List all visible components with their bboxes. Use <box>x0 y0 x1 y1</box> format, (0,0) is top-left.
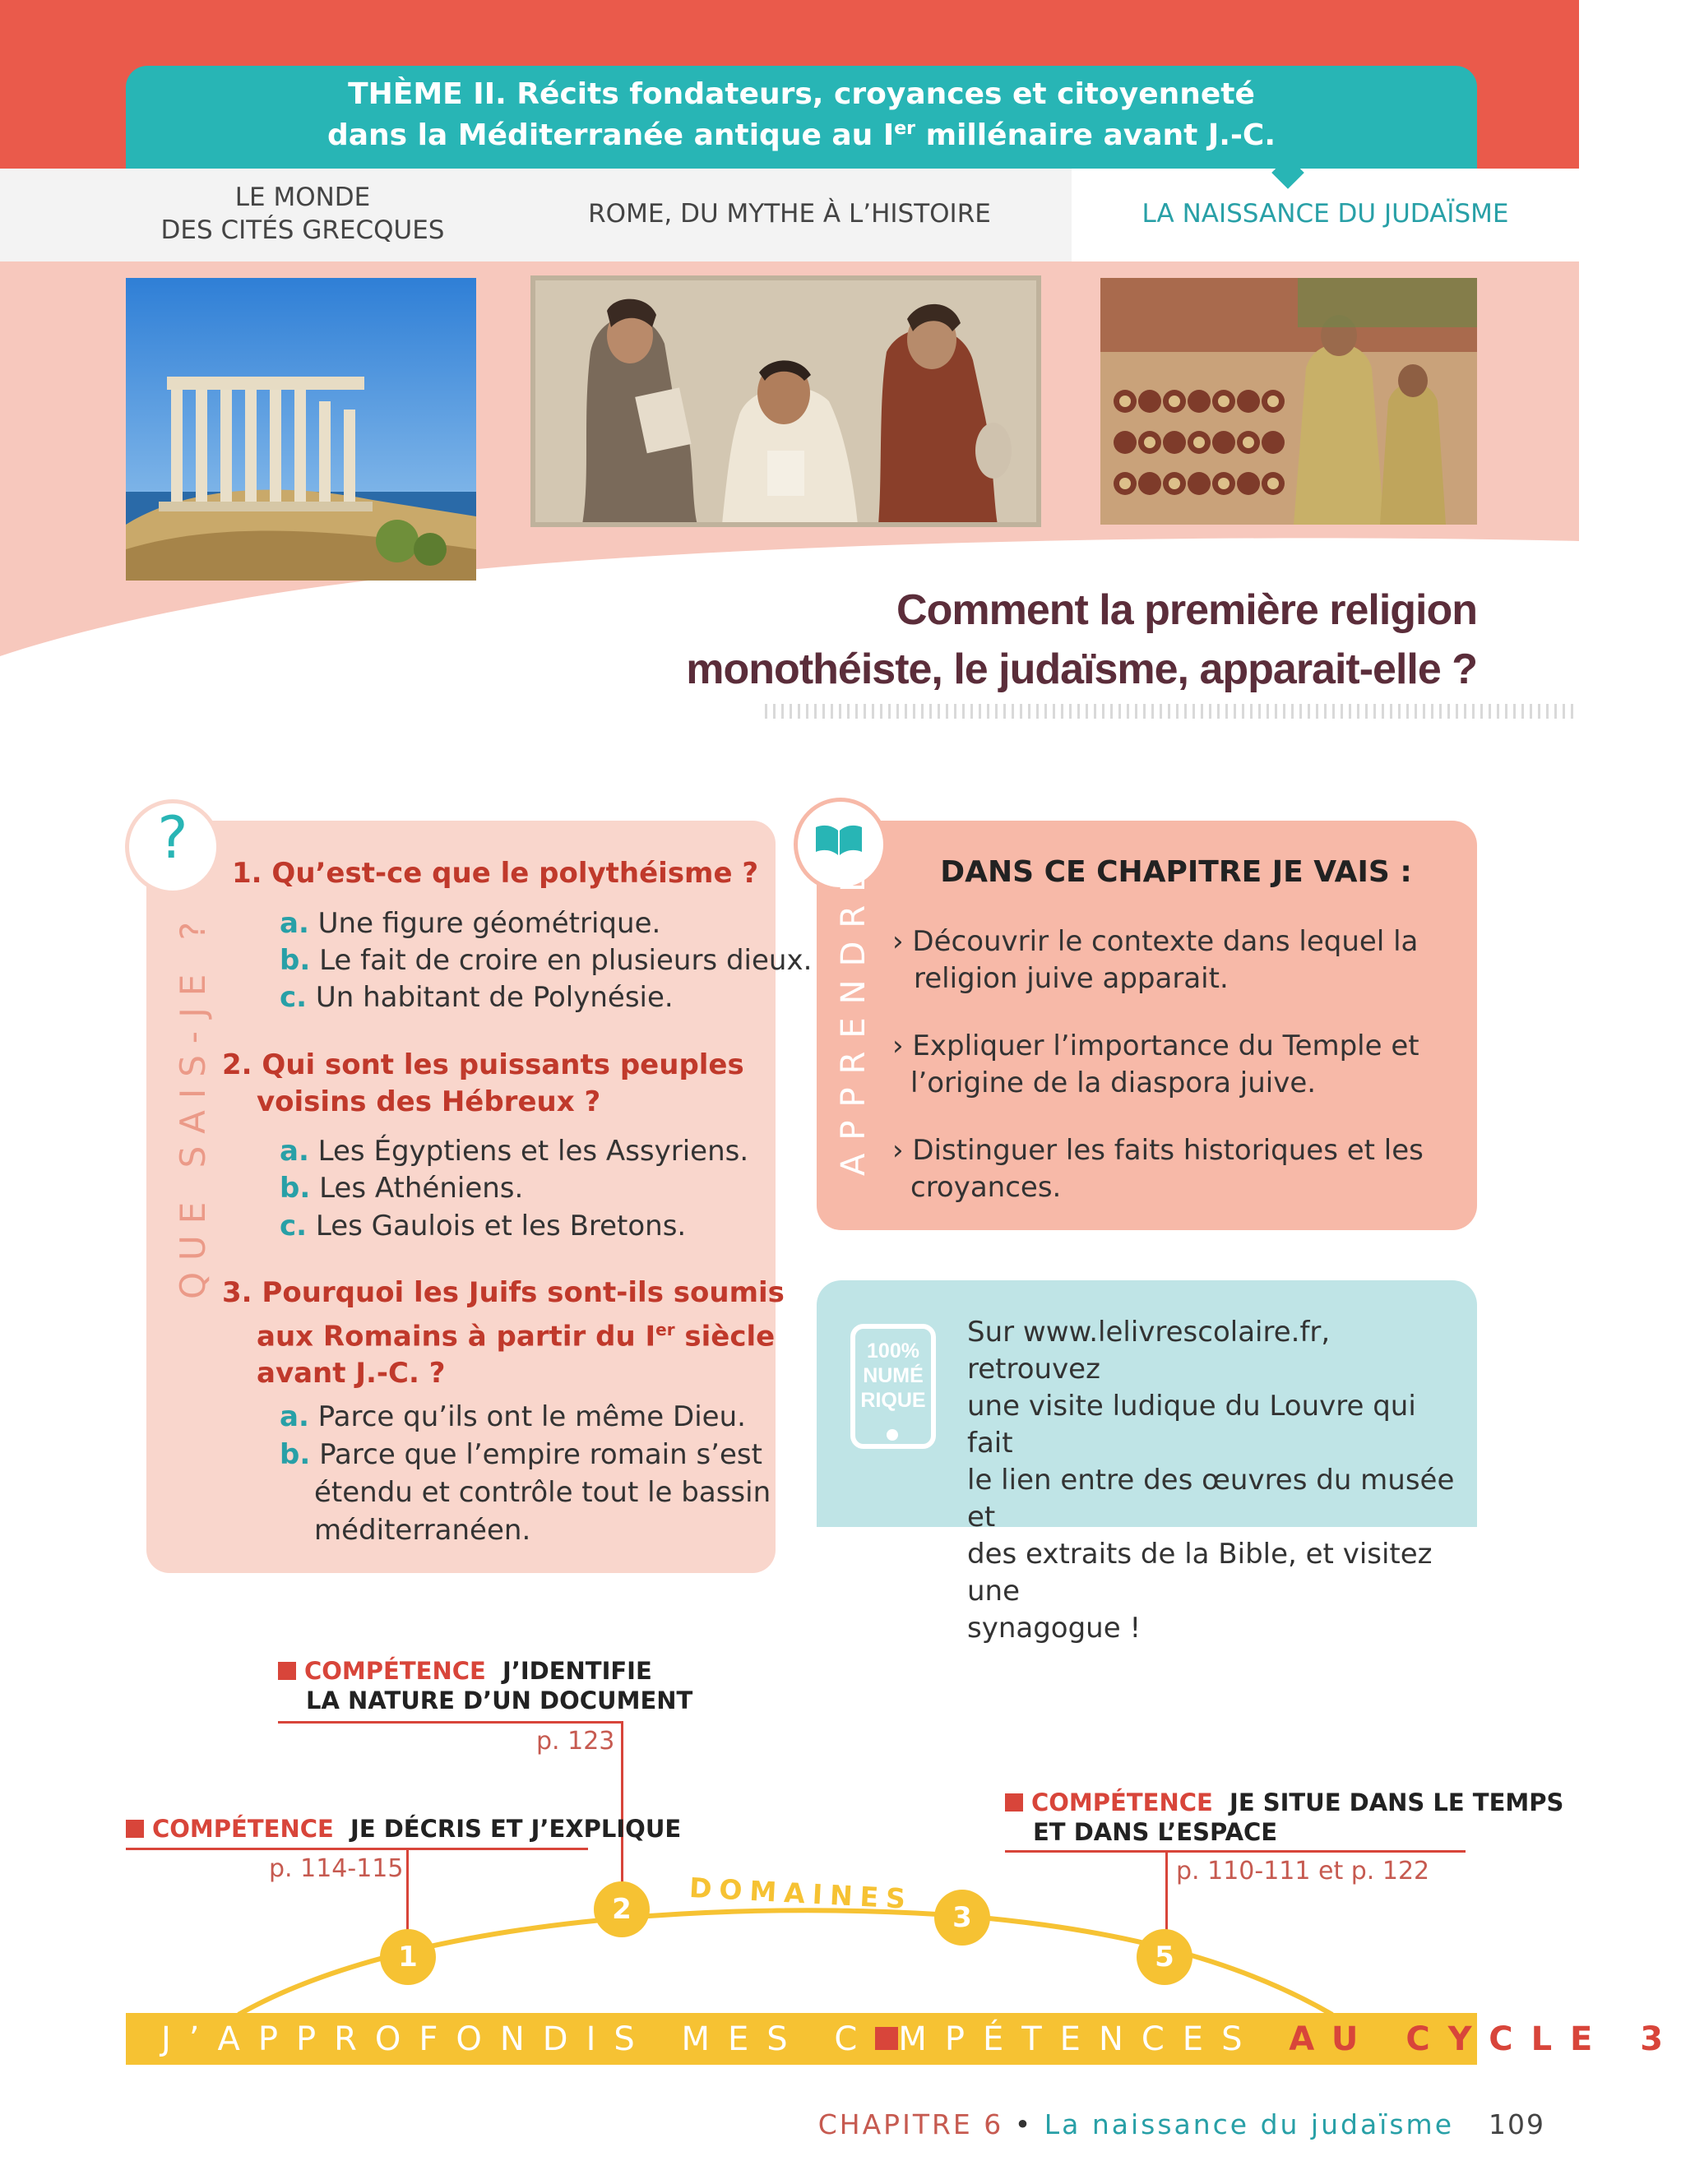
greek-temple-image <box>126 278 476 581</box>
quiz-side-label: QUE SAIS-JE ? <box>173 910 213 1299</box>
phone-icon: 100% NUMÉ RIQUE <box>850 1324 936 1449</box>
dura-europos-fresco-image <box>1100 278 1477 525</box>
theme-banner <box>126 66 1477 169</box>
domain-badge-2: 2 <box>594 1881 650 1937</box>
page-number: 109 <box>1489 2108 1545 2140</box>
book-icon <box>814 824 864 857</box>
learn-item: › Découvrir le contexte dans lequel la religion juive apparait. <box>892 925 1419 995</box>
decorative-dash-line <box>765 704 1579 719</box>
tab-greek-cities[interactable]: LE MONDE DES CITÉS GRECQUES <box>160 183 445 245</box>
domain-badge-1: 1 <box>380 1929 436 1985</box>
quiz-question-3: 3. Pourquoi les Juifs sont-ils soumis aux Romains à partir du Ier siècle avant J.-C. ? <box>222 1276 785 1390</box>
quiz-option: b. Parce que l’empire romain s’est étendu et contrôle tout le bassin méditerranéen. <box>280 1438 771 1547</box>
quiz-option: c. Les Gaulois et les Bretons. <box>280 1210 687 1242</box>
competence-page-ref[interactable]: p. 110-111 et p. 122 <box>1176 1857 1430 1886</box>
quiz-option: b. Le fait de croire en plusieurs dieux. <box>280 944 813 977</box>
theme-title-line2: dans la Méditerranée antique au Ier millénaire avant J.-C. <box>326 118 1276 152</box>
domains-arc <box>0 1850 1579 2015</box>
chapter-question: Comment la première religion monothéiste, le judaïsme, apparait-elle ? <box>686 586 1477 693</box>
learn-item: › Expliquer l’importance du Temple et l’origine de la diaspora juive. <box>892 1030 1419 1099</box>
tab-rome[interactable]: ROME, DU MYTHE À L’HISTOIRE <box>588 199 991 229</box>
competence-identify: COMPÉTENCE J’IDENTIFIE LA NATURE D’UN DOCUMENT <box>278 1656 692 1715</box>
question-mark-icon: ? <box>157 804 188 872</box>
quiz-option: a. Les Égyptiens et les Assyriens. <box>280 1135 749 1168</box>
competence-page-ref[interactable]: p. 114-115 <box>269 1854 404 1883</box>
domain-badge-5: 5 <box>1137 1929 1192 1985</box>
theme-title-line1: THÈME II. Récits fondateurs, croyances et citoyenneté <box>348 77 1255 111</box>
quiz-option: a. Parce qu’ils ont le même Dieu. <box>280 1400 746 1433</box>
competence-describe: COMPÉTENCE JE DÉCRIS ET J’EXPLIQUE <box>126 1814 681 1844</box>
competence-page-ref[interactable]: p. 123 <box>536 1727 615 1756</box>
digital-text: Sur www.lelivrescolaire.fr, retrouvez une visite ludique du Louvre qui fait le lien entre des œuvres du musée et des extraits de la Bible, et visitez une synagogue ! <box>967 1316 1455 1645</box>
quiz-question-2: 2. Qui sont les puissants peuples voisins des Hébreux ? <box>222 1048 744 1118</box>
quiz-option: a. Une figure géométrique. <box>280 907 661 940</box>
learn-title: DANS CE CHAPITRE JE VAIS : <box>940 855 1412 889</box>
learn-item: › Distinguer les faits historiques et les croyances. <box>892 1134 1424 1204</box>
roman-mosaic-image <box>533 278 1039 525</box>
quiz-option: c. Un habitant de Polynésie. <box>280 981 674 1014</box>
chapter-footer: CHAPITRE 6 • La naissance du judaïsme <box>817 2108 1454 2140</box>
competence-underline <box>278 1721 622 1724</box>
domain-badge-3: 3 <box>934 1890 990 1946</box>
cycle-banner-text: J’APPROFONDIS MES C MPÉTENCES AU CYCLE 3 <box>161 2020 1681 2058</box>
domains-label: DOMAINES <box>688 1871 914 1916</box>
learn-side-label: APPRENDRE <box>835 858 873 1176</box>
competence-locate: COMPÉTENCE JE SITUE DANS LE TEMPS ET DANS L’ESPACE <box>1005 1788 1563 1847</box>
quiz-question-1: 1. Qu’est-ce que le polythéisme ? <box>232 857 759 890</box>
quiz-option: b. Les Athéniens. <box>280 1172 524 1205</box>
tab-judaism[interactable]: LA NAISSANCE DU JUDAÏSME <box>1142 199 1509 229</box>
